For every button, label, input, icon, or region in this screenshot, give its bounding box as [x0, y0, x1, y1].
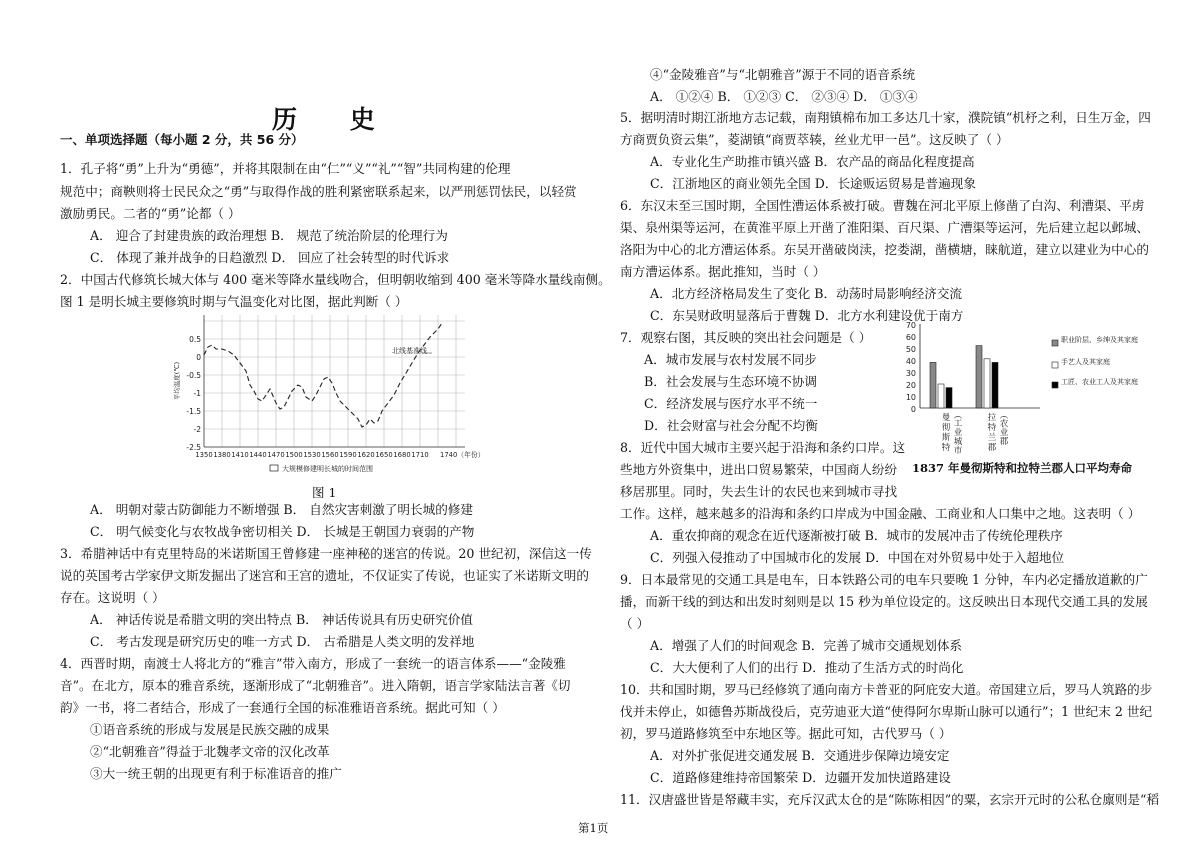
text-line: 6．东汉末至三国时期，全国性漕运体系被打破。曹魏在河北平原上修凿了白沟、利漕渠、平虏 — [620, 198, 1145, 213]
bar-manchester-series-2 — [938, 384, 944, 408]
text-line: 5．据明清时期江浙地方志记载，南翔镇棉布加工多达几十家，濮院镇“机杼之利，日生万金，四 — [620, 110, 1151, 125]
text-line: 方商贾负资云集”，菱湖镇“商贾萃辏，丝业尤甲一邑”。这反映了（ ） — [620, 132, 1009, 147]
text-line: 工作。这样，越来越多的沿海和条约口岸成为中国金融、工商业和人口集中之地。这表明（ ） — [620, 506, 1141, 521]
svg-text:50: 50 — [905, 345, 916, 354]
svg-text:1710: 1710 — [411, 451, 429, 459]
svg-text:︵: ︵ — [999, 411, 1009, 421]
text-line: A． 神话传说是希腊文明的突出特点 B． 神话传说具有历史研究价值 — [90, 612, 473, 627]
svg-text:20: 20 — [905, 381, 916, 390]
text-line: C． 体现了兼并战争的日趋激烈 D． 回应了社会转型的时代诉求 — [90, 250, 450, 265]
svg-text:手艺人及其家庭: 手艺人及其家庭 — [1061, 358, 1110, 366]
text-line: C．列强入侵推动了中国城市化的发展 D．中国在对外贸易中处于入超地位 — [650, 550, 1065, 565]
text-line: 洛阳为中心的北方漕运体系。东吴开凿破岗渎，挖娄湖，凿横塘，睐航道，建立以建业为中心的 — [620, 242, 1149, 257]
fig1-legend-label: 大规模修建明长城的时间范围 — [282, 465, 373, 473]
svg-text:业: 业 — [999, 428, 1009, 438]
svg-text:0: 0 — [196, 353, 201, 362]
text-line: 说的英国考古学家伊文斯发掘出了迷宫和王宫的遗址，不仅证实了传说，也证实了米诺斯文明的 — [60, 568, 589, 583]
svg-text:-2.5: -2.5 — [186, 443, 201, 452]
svg-text:工: 工 — [953, 419, 963, 429]
text-line: 些地方外资集中，进出口贸易繁荣，中国商人纷纷 — [620, 462, 898, 477]
text-line: 图 1 是明长城主要修筑时期与气温变化对比图，据此判断（ ） — [60, 294, 408, 309]
text-line: A．重农抑商的观念在近代逐渐被打破 B．城市的发展冲击了传统伦理秩序 — [650, 528, 1063, 543]
svg-text:-2: -2 — [193, 425, 201, 434]
figure-2-chart — [900, 318, 1150, 458]
bar-rutland-series-1 — [976, 346, 982, 408]
text-line: 8．近代中国大城市主要兴起于沿海和条约口岸。这 — [620, 440, 906, 455]
text-line: 播，而新干线的到达和出发时刻则是以 15 秒为单位设定的。这反映出日本现代交通工具的发展 — [620, 594, 1148, 609]
fig2-bars — [930, 346, 998, 408]
text-line: A．专业化生产助推市镇兴盛 B．农产品的商品化程度提高 — [650, 154, 975, 169]
svg-text:1650: 1650 — [375, 451, 393, 459]
text-line: 10．共和国时期，罗马已经修筑了通向南方卡普亚的阿庇安大道。帝国建立后，罗马人筑路的步 — [620, 682, 1153, 697]
svg-text:市: 市 — [953, 446, 963, 456]
text-line: C．东吴财政明显落后于曹魏 D．北方水利建设优于南方 — [650, 308, 964, 323]
bar-manchester-series-1 — [930, 362, 936, 408]
text-line: A．城市发展与农村发展不同步 — [644, 352, 817, 367]
svg-text:曼: 曼 — [941, 413, 951, 423]
svg-text:特: 特 — [941, 443, 951, 453]
text-line: 南方漕运体系。据此推知，当时（ ） — [620, 264, 826, 279]
svg-text:1620: 1620 — [357, 451, 375, 459]
text-line: 移居那里。同时，失去生计的农民也来到城市寻找 — [620, 484, 898, 499]
svg-text:40: 40 — [905, 357, 916, 366]
text-line: 9．日本最常见的交通工具是电车，日本铁路公司的电车只要晚 1 分钟，车内必定播放道歉的广 — [620, 572, 1148, 587]
text-line: 渠、泉州渠等运河，在黄淮平原上开凿了淮阳渠、百尺渠、广漕渠等运河，先后建立起以邺城、 — [620, 220, 1149, 235]
text-line: 1．孔子将“勇”上升为“勇德”，并将其限制在由“仁”“义”“礼”“智”共同构建的伦理 — [60, 161, 511, 176]
text-line: 2．中国古代修筑长城大体与 400 毫米等降水量线吻合，但明朝收缩到 400 毫米等降水量线南侧。 — [60, 272, 611, 287]
text-line: A．对外扩张促进交通发展 B．交通进步保障边境安定 — [650, 748, 950, 763]
text-line: 伐并未停止，如德鲁苏斯战役后，克劳迪亚大道“使得阿尔卑斯山脉可以通行”；1 世纪末 2 世纪 — [620, 704, 1153, 719]
text-line: B．社会发展与生态环境不协调 — [644, 374, 817, 389]
text-line: 音”。在北方，原本的雅音系统，逐渐形成了“北朝雅音”。进入隋朝，语言学家陆法言著《切 — [60, 678, 571, 693]
figure-1-caption: 图 1 — [312, 485, 337, 500]
text-line: C．江浙地区的商业领先全国 D．长途贩运贸易是普遍现象 — [650, 176, 976, 191]
fig1-annotation: 北线基准线 — [392, 347, 427, 355]
svg-text:城: 城 — [953, 437, 963, 447]
text-line: C． 考古发现是研究历史的唯一方式 D． 古希腊是人类文明的发祥地 — [90, 634, 475, 649]
text-line: C． 明气候变化与农牧战争密切相关 D． 长城是王朝国力衰弱的产物 — [90, 524, 475, 539]
text-line: 初，罗马道路修筑至中东地区等。据此可知，古代罗马（ ） — [620, 726, 952, 741]
section-heading: 一、单项选择题（每小题 2 分，共 56 分） — [60, 132, 304, 147]
text-line: 韵》一书，将二者结合，形成了一套通行全国的标准雅语音系统。据此可知（ ） — [60, 700, 505, 715]
text-line: A．北方经济格局发生了变化 B．动荡时局影响经济交流 — [650, 286, 963, 301]
text-line: C．经济发展与医疗水平不统一 — [644, 396, 818, 411]
svg-text:-0.5: -0.5 — [186, 371, 201, 380]
text-line: A． 明朝对蒙古防御能力不断增强 B． 自然灾害刺激了明长城的修建 — [90, 502, 473, 517]
svg-text:-1.5: -1.5 — [186, 407, 201, 416]
svg-text:1380: 1380 — [213, 451, 231, 459]
text-line: A． ①②④ B． ①②③ C． ②③④ D． ①③④ — [650, 89, 918, 104]
svg-text:工匠、农业工人及其家庭: 工匠、农业工人及其家庭 — [1061, 378, 1138, 386]
svg-text:-1: -1 — [193, 389, 201, 398]
bar-rutland-series-3 — [992, 362, 998, 408]
text-line: C．道路修建维持帝国繁荣 D．边疆开发加快道路建设 — [650, 770, 951, 785]
text-line: 4．西晋时期，南渡士人将北方的“雅言”带入南方，形成了一套统一的语言体系——“金陵雅 — [60, 656, 566, 671]
svg-text:10: 10 — [905, 393, 916, 402]
svg-text:0.5: 0.5 — [189, 335, 201, 344]
svg-text:60: 60 — [905, 333, 916, 342]
svg-text:1740（年份）: 1740（年份） — [440, 451, 485, 459]
figure-1-chart — [170, 315, 485, 475]
bar-manchester-series-3 — [946, 388, 952, 408]
svg-text:30: 30 — [905, 369, 916, 378]
svg-text:1350: 1350 — [195, 451, 213, 459]
svg-text:70: 70 — [905, 321, 916, 330]
svg-text:0: 0 — [910, 405, 916, 414]
svg-text:1560: 1560 — [321, 451, 339, 459]
svg-text:彻: 彻 — [941, 423, 951, 433]
svg-text:1410: 1410 — [231, 451, 249, 459]
svg-text:拉: 拉 — [987, 413, 997, 423]
text-line: 规范中；商鞅则将士民民众之“勇”与取得作战的胜利紧密联系起来，以严刑惩罚怯民，以轻赏 — [60, 184, 577, 199]
svg-text:斯: 斯 — [941, 433, 951, 443]
svg-text:1530: 1530 — [303, 451, 321, 459]
text-line: 存在。这说明（ ） — [60, 590, 165, 605]
text-line: ③大一统王朝的出现更有利于标准语音的推广 — [90, 766, 342, 781]
text-line: 7．观察右图，其反映的突出社会问题是（ ） — [620, 330, 872, 345]
svg-text:1590: 1590 — [339, 451, 357, 459]
text-line: ①语音系统的形成与发展是民族交融的成果 — [90, 722, 330, 737]
text-line: D．社会财富与社会分配不均衡 — [644, 418, 818, 433]
fig1-y-axis-label: 平均温度(℃) — [173, 361, 181, 401]
text-line: A．增强了人们的时间观念 B．完善了城市交通规划体系 — [650, 638, 963, 653]
text-line: ④“金陵雅音”与“北朝雅音”源于不同的语音系统 — [650, 67, 916, 82]
bar-rutland-series-2 — [984, 359, 990, 408]
text-line: 激励勇民。二者的“勇”论都（ ） — [60, 206, 241, 221]
text-line: （ ） — [620, 616, 650, 631]
figure-2-caption: 1837 年曼彻斯特和拉特兰郡人口平均寿命 — [912, 461, 1133, 475]
text-line: ②“北朝雅音”得益于北魏孝文帝的汉化改革 — [90, 744, 330, 759]
fig2-legend — [1052, 335, 1138, 388]
fig2-y-axis — [906, 321, 916, 414]
page-footer: 第1页 — [578, 821, 609, 835]
page-title: 历 史 — [272, 105, 397, 134]
fig1-xtick-labels — [195, 450, 484, 459]
text-line: 3．希腊神话中有克里特岛的米诺斯国王曾修建一座神秘的迷宫的传说。20 世纪初，深信这一传 — [60, 546, 592, 561]
text-line: C．大大便利了人们的出行 D．推动了生活方式的时尚化 — [650, 660, 964, 675]
svg-text:兰: 兰 — [987, 433, 997, 443]
svg-text:︵: ︵ — [953, 411, 963, 421]
svg-text:郡: 郡 — [999, 437, 1009, 447]
svg-text:业: 业 — [953, 428, 963, 438]
svg-text:特: 特 — [987, 423, 997, 433]
svg-text:郡: 郡 — [987, 443, 997, 453]
text-line: 11．汉唐盛世皆是帑藏丰实，充斥汉武太仓的是“陈陈相因”的粟，玄宗开元时的公私仓廪则是“稻 — [620, 792, 1160, 807]
svg-text:1440: 1440 — [249, 451, 267, 459]
svg-text:职业阶层、乡绅及其家庭: 职业阶层、乡绅及其家庭 — [1061, 336, 1138, 344]
svg-text:1500: 1500 — [285, 451, 303, 459]
text-line: A． 迎合了封建贵族的政治理想 B． 规范了统治阶层的伦理行为 — [90, 228, 448, 243]
fig2-category-labels — [942, 411, 1009, 456]
svg-text:农: 农 — [999, 419, 1009, 429]
svg-text:1470: 1470 — [267, 451, 285, 459]
svg-text:1680: 1680 — [393, 451, 411, 459]
